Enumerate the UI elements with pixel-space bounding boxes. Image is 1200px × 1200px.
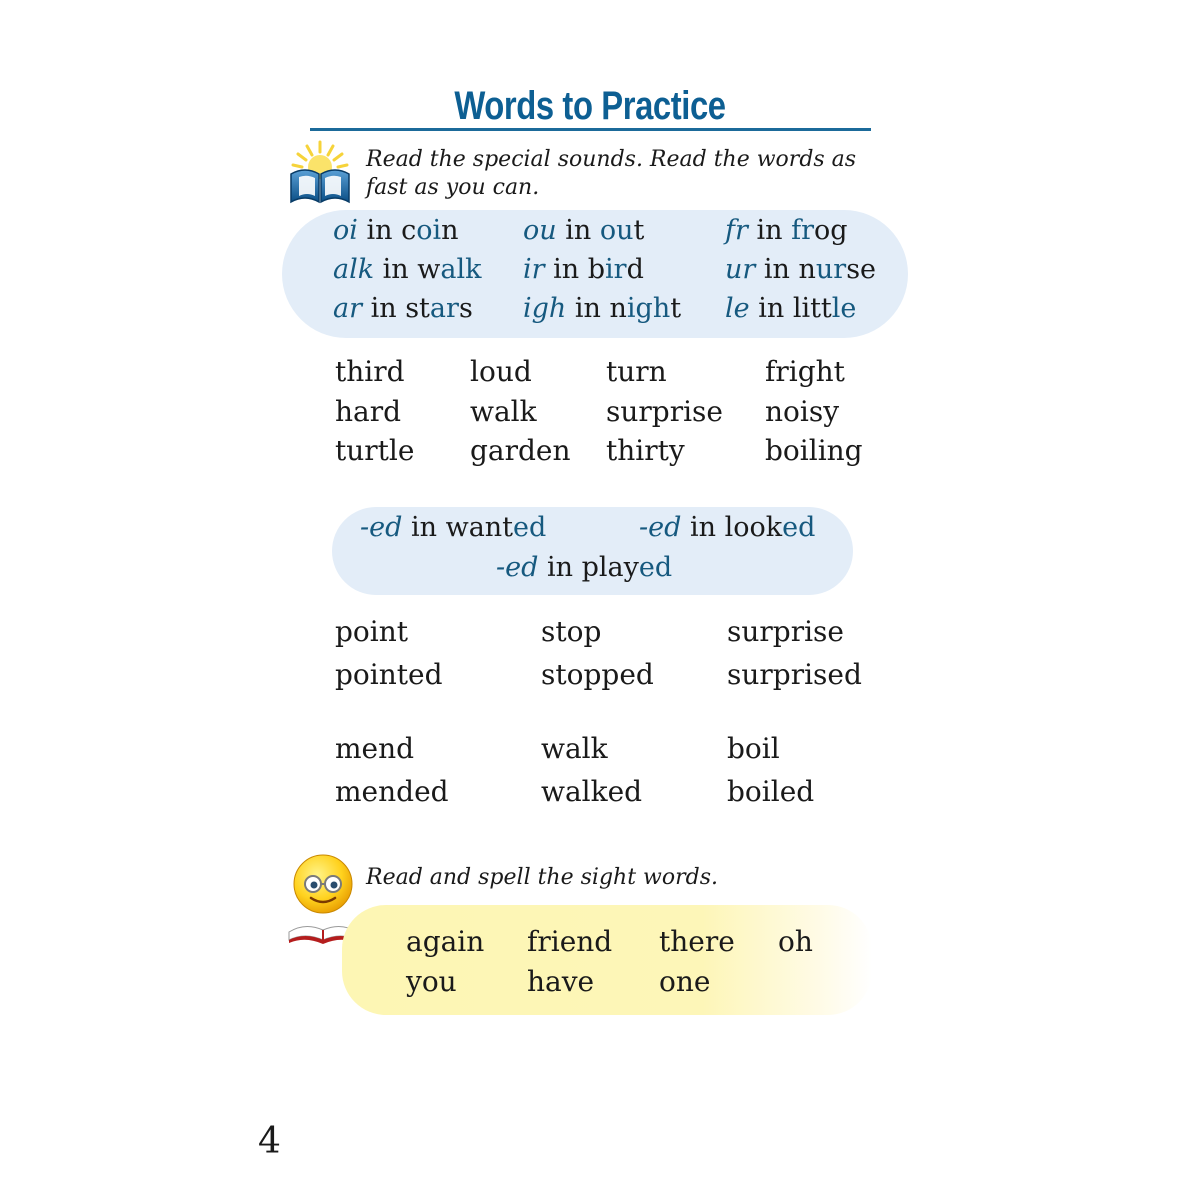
sound-item bbox=[333, 253, 482, 287]
sound-key: ur bbox=[725, 254, 756, 285]
sight-word: have bbox=[527, 965, 595, 998]
sound-highlight: alk bbox=[440, 254, 482, 285]
sound-connector: in play bbox=[538, 552, 639, 583]
sight-word: oh bbox=[778, 925, 813, 958]
sound-key: ir bbox=[523, 254, 545, 285]
page-number: 4 bbox=[258, 1121, 281, 1162]
sound-item bbox=[523, 292, 681, 326]
sound-item bbox=[725, 292, 856, 326]
ed-sound-item bbox=[360, 511, 546, 545]
ed-word: boil bbox=[727, 732, 780, 765]
sound-key: fr bbox=[725, 215, 748, 246]
sound-connector: in litt bbox=[749, 293, 832, 324]
ed-word: mended bbox=[335, 775, 449, 808]
sight-word: there bbox=[659, 925, 735, 958]
sound-connector: in w bbox=[374, 254, 441, 285]
sound-highlight: ed bbox=[782, 512, 816, 543]
sound-highlight: ed bbox=[513, 512, 547, 543]
ed-word: walk bbox=[541, 732, 608, 765]
sound-highlight: ar bbox=[429, 293, 459, 324]
sound-highlight: ou bbox=[599, 215, 634, 246]
sound-item bbox=[725, 214, 848, 248]
sight-word: one bbox=[659, 965, 711, 998]
sound-item bbox=[333, 292, 473, 326]
sound-item bbox=[523, 214, 644, 248]
sound-key: -ed bbox=[639, 512, 682, 543]
instruction-sounds: Read the special sounds. Read the words as fast as you can. bbox=[366, 147, 857, 200]
book-sun-icon bbox=[287, 140, 353, 206]
sound-highlight: oi bbox=[416, 215, 442, 246]
practice-word: turn bbox=[606, 355, 667, 388]
ed-sound-item bbox=[496, 551, 672, 585]
ed-word: stopped bbox=[541, 658, 654, 691]
ed-word: pointed bbox=[335, 658, 443, 691]
sight-word: you bbox=[406, 965, 457, 998]
sound-connector: in bbox=[747, 215, 792, 246]
ed-word: boiled bbox=[727, 775, 815, 808]
sound-ending: t bbox=[633, 215, 645, 246]
practice-word: garden bbox=[470, 434, 571, 467]
sound-ending: n bbox=[441, 215, 459, 246]
sound-connector: in st bbox=[362, 293, 430, 324]
sound-ending: se bbox=[846, 254, 877, 285]
sound-ending: og bbox=[814, 215, 848, 246]
sound-key: ou bbox=[523, 215, 557, 246]
sound-highlight: ir bbox=[605, 254, 627, 285]
sound-item bbox=[523, 253, 644, 287]
sight-word: again bbox=[406, 925, 485, 958]
ed-word: surprised bbox=[727, 658, 862, 691]
sound-key: ar bbox=[333, 293, 363, 324]
practice-word: hard bbox=[335, 395, 402, 428]
sound-connector: in look bbox=[681, 512, 783, 543]
sound-connector: in n bbox=[566, 293, 627, 324]
practice-word: surprise bbox=[606, 395, 723, 428]
sound-key: le bbox=[725, 293, 750, 324]
sound-item bbox=[725, 253, 876, 287]
sound-key: igh bbox=[523, 293, 567, 324]
sound-connector: in bbox=[556, 215, 600, 246]
title-rule bbox=[310, 128, 871, 131]
sound-ending: d bbox=[626, 254, 644, 285]
sound-highlight: ed bbox=[638, 552, 673, 583]
ed-word: walked bbox=[541, 775, 643, 808]
ed-word: mend bbox=[335, 732, 415, 765]
sound-key: alk bbox=[333, 254, 375, 285]
sound-connector: in c bbox=[357, 215, 417, 246]
practice-word: walk bbox=[470, 395, 537, 428]
practice-word: fright bbox=[765, 355, 845, 388]
sound-connector: in want bbox=[402, 512, 514, 543]
sound-key: oi bbox=[333, 215, 358, 246]
ed-word: surprise bbox=[727, 615, 844, 648]
sound-highlight: fr bbox=[791, 215, 815, 246]
sound-connector: in b bbox=[544, 254, 606, 285]
ed-sound-item bbox=[639, 511, 815, 545]
ed-word: point bbox=[335, 615, 409, 648]
practice-word: turtle bbox=[335, 434, 415, 467]
sound-highlight: igh bbox=[626, 293, 671, 324]
sound-item bbox=[333, 214, 458, 248]
practice-word: noisy bbox=[765, 395, 840, 428]
page-title: Words to Practice bbox=[454, 84, 726, 128]
sound-connector: in n bbox=[755, 254, 816, 285]
practice-word: loud bbox=[470, 355, 532, 388]
instruction-sight: Read and spell the sight words. bbox=[366, 865, 718, 890]
practice-word: third bbox=[335, 355, 405, 388]
sound-ending: t bbox=[670, 293, 682, 324]
practice-word: thirty bbox=[606, 434, 685, 467]
sound-ending: s bbox=[458, 293, 473, 324]
sound-key: -ed bbox=[496, 552, 539, 583]
sight-word: friend bbox=[527, 925, 613, 958]
sound-highlight: le bbox=[831, 293, 857, 324]
sound-highlight: ur bbox=[815, 254, 847, 285]
ed-word: stop bbox=[541, 615, 602, 648]
practice-word: boiling bbox=[765, 434, 863, 467]
sound-key: -ed bbox=[360, 512, 403, 543]
